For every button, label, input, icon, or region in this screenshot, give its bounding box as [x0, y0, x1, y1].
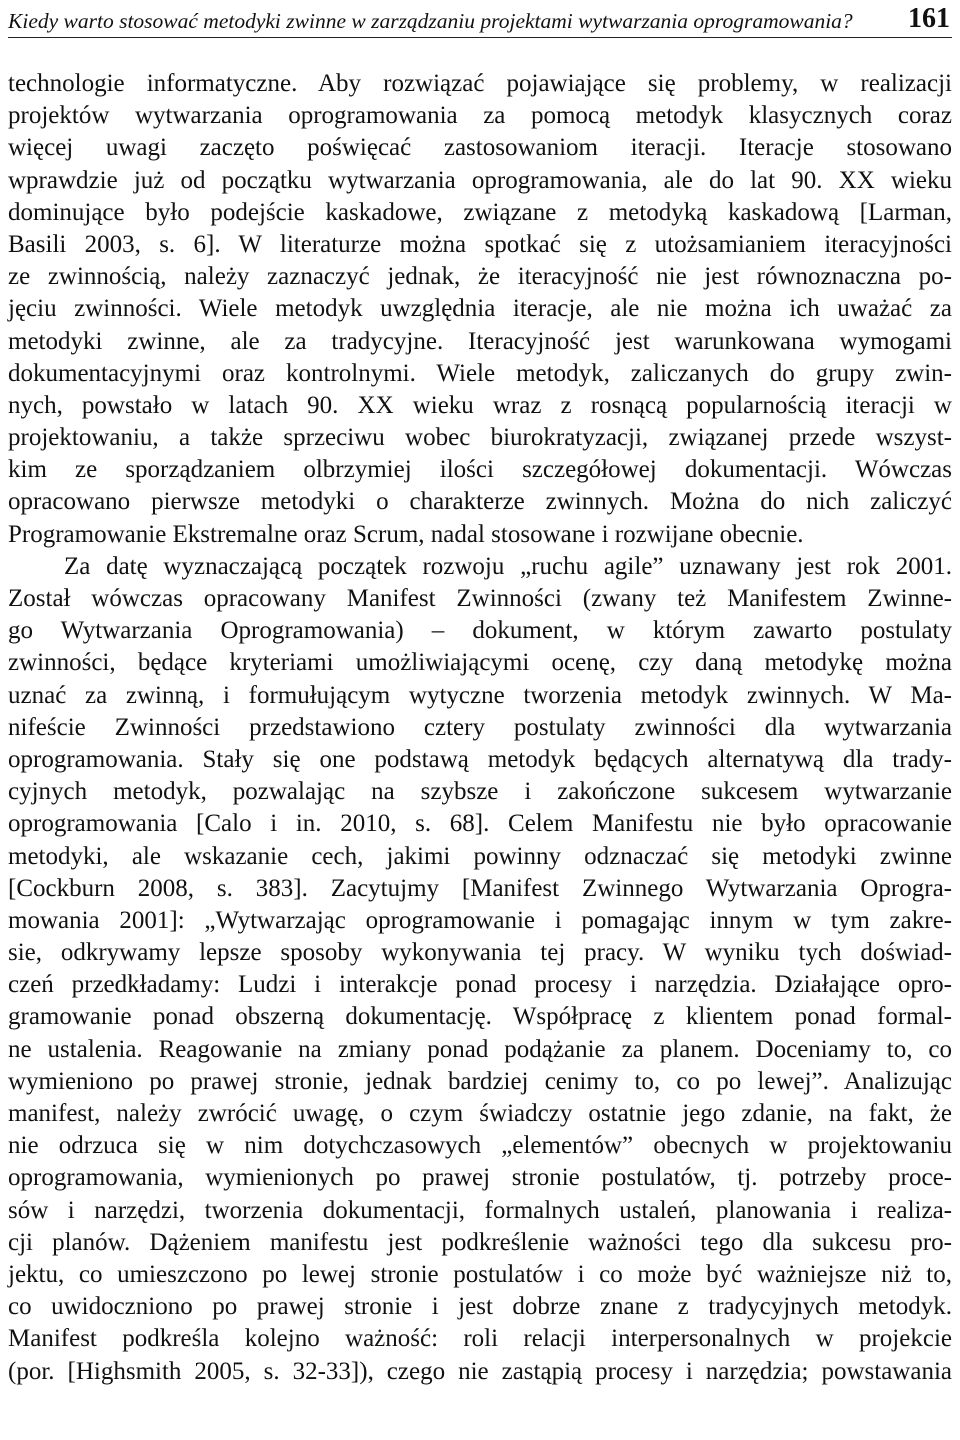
- text-line: Manifest podkreśla kolejno ważność: roli relacji interpersonalnych w projekcie: [8, 1325, 952, 1353]
- text-line: kim ze sporządzaniem olbrzymiej ilości szczegółowej dokumentacji. Wówczas: [8, 456, 952, 484]
- text-line: nie odrzuca się w nim dotychczasowych „elementów” obecnych w projektowaniu: [8, 1132, 952, 1160]
- text-line: go Wytwarzania Oprogramowania) – dokument, w którym zawarto postulaty: [8, 617, 952, 645]
- text-line: więcej uwagi zaczęto poświęcać zastosowaniom iteracji. Iteracje stosowano: [8, 134, 952, 162]
- text-line: oprogramowania, wymienionych po prawej stronie postulatów, tj. potrzeby proce-: [8, 1164, 952, 1192]
- running-head: [8, 4, 952, 38]
- text-line: ze zwinnością, należy zaznaczyć jednak, że iteracyjność nie jest równoznaczna po-: [8, 263, 952, 291]
- text-line: cji planów. Dążeniem manifestu jest podkreślenie ważności tego dla sukcesu pro-: [8, 1228, 952, 1256]
- text-line: Za datę wyznaczającą początek rozwoju „ruchu agile” uznawany jest rok 2001.: [64, 552, 952, 580]
- text-line: technologie informatyczne. Aby rozwiązać pojawiające się problemy, w realizacji: [8, 70, 952, 97]
- page-number: 161: [908, 3, 950, 34]
- text-line: metodyki zwinne, ale za tradycyjne. Iteracyjność jest warunkowana wymogami: [8, 327, 952, 355]
- body-text: [8, 68, 952, 1388]
- text-line: uznać za zwinną, i formułującym wytyczne tworzenia metodyk zwinnych. W Ma-: [8, 681, 952, 709]
- text-line: projektów wytwarzania oprogramowania za pomocą metodyk klasycznych coraz: [8, 102, 952, 130]
- text-line: dominujące było podejście kaskadowe, związane z metodyką kaskadową [Larman,: [8, 198, 952, 226]
- text-line: czeń przedkładamy: Ludzi i interakcje ponad procesy i narzędzia. Działające opro-: [8, 971, 952, 999]
- text-line: projektowaniu, a także sprzeciwu wobec biurokratyzacji, związanej przede wszyst-: [8, 424, 952, 452]
- text-line: Basili 2003, s. 6]. W literaturze można spotkać się z utożsamianiem iteracyjności: [8, 230, 952, 258]
- text-line: sie, odkrywamy lepsze sposoby wykonywania tej pracy. W wyniku tych doświad-: [8, 939, 952, 967]
- text-line: (por. [Highsmith 2005, s. 32-33]), czego nie zastąpią procesy i narzędzia; powstawania: [8, 1357, 952, 1385]
- text-line: wymieniono po prawej stronie, jednak bardziej cenimy to, co po lewej”. Analizując: [8, 1067, 952, 1095]
- text-line: mowania 2001]: „Wytwarzając oprogramowanie i pomagając innym w tym zakre-: [8, 906, 952, 934]
- text-line: dokumentacyjnymi oraz kontrolnymi. Wiele metodyk, zaliczanych do grupy zwin-: [8, 359, 952, 387]
- text-line: ne ustalenia. Reagowanie na zmiany ponad podążanie za planem. Doceniamy to, co: [8, 1035, 952, 1063]
- text-line: metodyki, ale wskazanie cech, jakimi powinny odznaczać się metodyki zwinne: [8, 842, 952, 870]
- text-line: oprogramowania. Stały się one podstawą metodyk będących alternatywą dla trady-: [8, 745, 952, 773]
- text-line: cyjnych metodyk, pozwalając na szybsze i zakończone sukcesem wytwarzanie: [8, 778, 952, 806]
- running-head-title: Kiedy warto stosować metodyki zwinne w zarządzaniu projektami wytwarzania oprogramowania?: [8, 9, 853, 33]
- text-line: nych, powstało w latach 90. XX wieku wraz z rosnącą popularnością iteracji w: [8, 391, 952, 419]
- text-line: gramowanie ponad obszerną dokumentację. Współpracę z klientem ponad formal-: [8, 1003, 952, 1031]
- text-line: oprogramowania [Calo i in. 2010, s. 68]. Celem Manifestu nie było opracowanie: [8, 810, 952, 838]
- text-line: co uwidoczniono po prawej stronie i jest dobrze znane z tradycyjnych metodyk.: [8, 1293, 952, 1321]
- text-line: jęciu zwinności. Wiele metodyk uwzględnia iteracje, ale nie można ich uważać za: [8, 295, 952, 323]
- text-line: sów i narzędzi, tworzenia dokumentacji, formalnych ustaleń, planowania i realiza-: [8, 1196, 952, 1224]
- text-line: Programowanie Ekstremalne oraz Scrum, nadal stosowane i rozwijane obecnie.: [8, 520, 804, 548]
- text-line: Został wówczas opracowany Manifest Zwinności (zwany też Manifestem Zwinne-: [8, 585, 952, 612]
- text-line: manifest, należy zwrócić uwagę, o czym świadczy ostatnie jego zdanie, na fakt, że: [8, 1100, 952, 1127]
- text-line: nifeście Zwinności przedstawiono cztery postulaty zwinności dla wytwarzania: [8, 713, 952, 741]
- text-line: [Cockburn 2008, s. 383]. Zacytujmy [Manifest Zwinnego Wytwarzania Oprogra-: [8, 874, 952, 902]
- text-line: opracowano pierwsze metodyki o charakterze zwinnych. Można do nich zaliczyć: [8, 488, 952, 516]
- text-line: jektu, co umieszczono po lewej stronie postulatów i co może być ważniejsze niż to,: [8, 1260, 952, 1288]
- text-line: zwinności, będące kryteriami umożliwiającymi ocenę, czy daną metodykę można: [8, 649, 952, 677]
- text-line: wprawdzie już od początku wytwarzania oprogramowania, ale do lat 90. XX wieku: [8, 166, 952, 194]
